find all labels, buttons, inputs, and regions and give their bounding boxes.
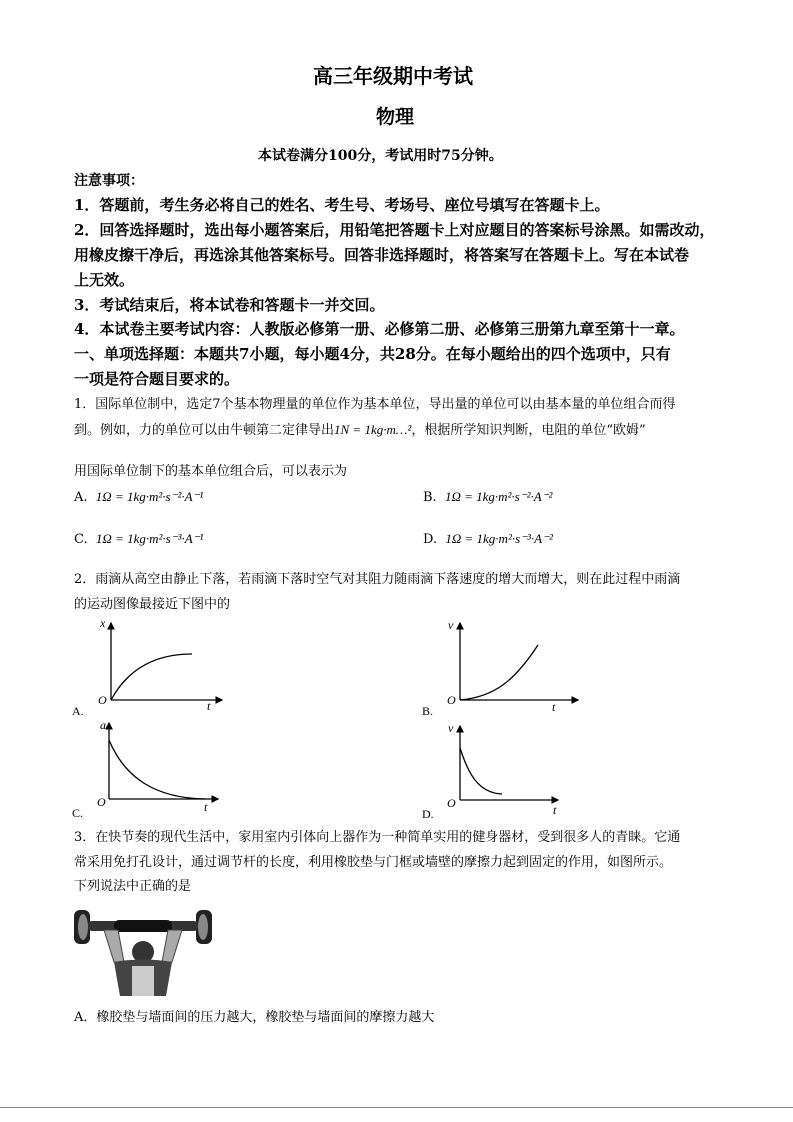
y-axis-label: v [448,721,454,735]
x-axis-label: t [207,699,211,713]
graph-label: C. [72,806,84,820]
y-axis-label: v [448,618,454,632]
x-axis-label: t [204,800,208,814]
section-heading: 一、单项选择题：本题共7小题，每小题4分，共28分。在每小题给出的四个选项中，只有 [74,345,671,363]
notice-item: 上无效。 [74,271,135,289]
curve [111,654,192,700]
origin-label: O [98,693,107,707]
question-text: 常采用免打孔设计，通过调节杆的长度，利用橡胶垫与门框或墙壁的摩擦力起到固定的作用，如图所示。 [74,855,673,870]
curve [460,748,502,794]
graph-label: D. [422,807,434,821]
graph-a[interactable] [70,615,230,720]
question-text-part: 到。例如，力的单位可以由牛顿第二定律导出 [74,423,335,438]
curve [460,645,538,700]
formula: 1N = 1kg·m…² [334,422,412,437]
question-text: 的运动图像最接近下图中的 [74,597,231,612]
option-label: D. [423,532,438,547]
option-a[interactable] [74,490,203,504]
formula: 1Ω = 1kg·m²·s⁻²·A⁻² [444,489,553,504]
formula: 1Ω = 1kg·m²·s⁻³·A⁻² [445,531,553,546]
option-b[interactable] [423,490,552,504]
y-axis-label: a [100,718,106,732]
graph-label: B. [422,704,434,718]
curve [109,740,205,799]
question-text-part: ，根据所学知识判断，电阻的单位“欧姆” [411,423,646,438]
notice-item: 用橡皮擦干净后，再选涂其他答案标号。回答非选择题时，将答案写在答题卡上。写在本试卷 [74,246,690,264]
option-a[interactable]: A．橡胶垫与墙面间的压力越大，橡胶垫与墙面间的摩擦力越大 [74,1010,435,1025]
section-heading: 一项是符合题目要求的。 [74,370,240,388]
graph-b[interactable] [420,615,580,720]
origin-label: O [447,796,456,810]
graph-c[interactable] [70,718,230,823]
question-text: 1．国际单位制中，选定7个基本物理量的单位作为基本单位，导出量的单位可以由基本量的单位组合而得 [74,397,676,412]
option-label: B. [423,490,437,505]
notice-heading: 注意事项： [74,173,144,189]
subject-title: 物理 [376,106,415,128]
question-text: 2．雨滴从高空由静止下落，若雨滴下落时空气对其阻力随雨滴下落速度的增大而增大，则在此过程中雨滴 [74,572,681,587]
page-divider [0,1107,793,1108]
option-label: C. [74,532,88,547]
formula: 1Ω = 1kg·m²·s⁻³·A⁻¹ [95,531,204,546]
option-d[interactable] [423,532,553,546]
pull-up-bar-figure [74,902,212,996]
x-axis-label: t [552,700,556,714]
formula: 1Ω = 1kg·m²·s⁻²·A⁻¹ [95,489,204,504]
y-axis-label: x [100,616,106,630]
question-text: 下列说法中正确的是 [74,879,192,894]
graph-d[interactable] [420,718,580,823]
notice-item: 2．回答选择题时，选出每小题答案后，用铅笔把答题卡上对应题目的答案标号涂黑。如需改动， [74,221,715,239]
question-text: 3．在快节奏的现代生活中，家用室内引体向上器作为一种简单实用的健身器材，受到很多人的青睐。它通 [74,830,681,845]
question-text [74,423,646,437]
question-text: 用国际单位制下的基本单位组合后，可以表示为 [74,464,348,479]
option-c[interactable] [74,532,203,546]
origin-label: O [447,693,456,707]
notice-item: 1．答题前，考生务必将自己的姓名、考生号、考场号、座位号填写在答题卡上。 [74,196,610,214]
origin-label: O [97,795,106,809]
graph-label: A. [72,704,84,718]
notice-item: 4．本试卷主要考试内容：人教版必修第一册、必修第二册、必修第三册第九章至第十一章。 [74,320,685,338]
exam-info: 本试卷满分100分，考试用时75分钟。 [258,148,503,164]
x-axis-label: t [553,803,557,817]
notice-item: 3．考试结束后，将本试卷和答题卡一并交回。 [74,296,385,314]
option-label: A. [74,490,88,505]
exam-title: 高三年级期中考试 [313,64,473,88]
